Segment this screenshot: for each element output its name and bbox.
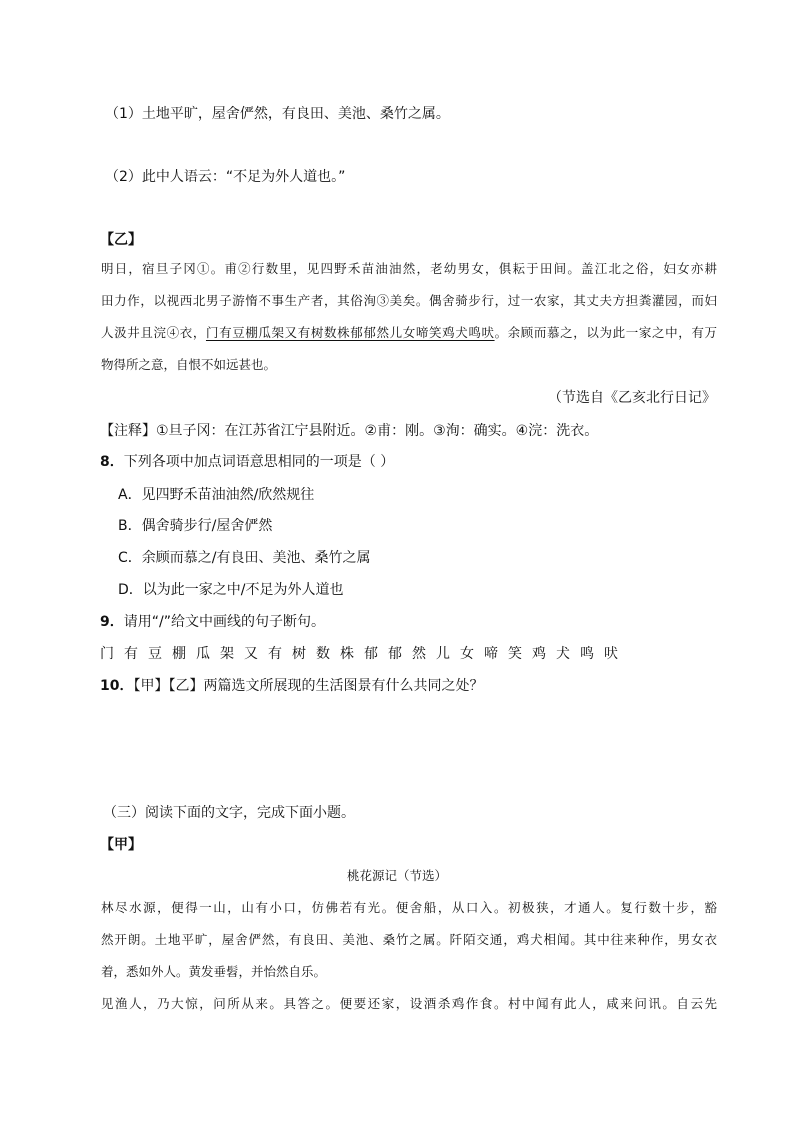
passage-line-2: 田力作，以视西北男子游惰不事生产者，其俗洵③美矣。偶舍骑步行，过一农家，其丈夫方担粪灌园，而妇 — [101, 293, 717, 308]
passage-line-3-suffix: 。余顾而慕之，以为此一家之中，有万 — [494, 325, 717, 340]
sentence-to-punctuate: 门有豆棚瓜架又有树数株郁郁然儿女啼笑鸡犬鸣吠 — [100, 646, 628, 662]
underlined-sentence: 门有豆棚瓜架又有树数株郁郁然儿女啼笑鸡犬鸣吠 — [205, 325, 495, 340]
option-a: A．见四野禾苗油油然/欣然规往 — [118, 487, 315, 503]
passage-line-1: 明日，宿旦子冈①。甫②行数里，见四野禾苗油油然，老幼男女，俱耘于田间。盖江北之俗，妇女亦耕 — [101, 261, 717, 276]
question-number: 8． — [100, 454, 124, 470]
option-b: B．偶舍骑步行/屋舍俨然 — [118, 518, 273, 534]
passage-line-3 — [101, 317, 717, 349]
passage-jia-line-3: 着，悉如外人。黄发垂髫，并怡然自乐。 — [101, 964, 327, 979]
section-heading-jia: 【甲】 — [100, 837, 142, 853]
question-10-stem — [100, 675, 483, 695]
question-item-2: （2）此中人语云：“不足为外人道也。” — [105, 169, 346, 185]
passage-line-4: 物得所之意，自恨不如远甚也。 — [101, 357, 277, 372]
option-d: D．以为此一家之中/不足为外人道也 — [118, 582, 344, 598]
section-heading-yi: 【乙】 — [100, 232, 142, 248]
annotation-notes: 【注释】①旦子冈：在江苏省江宁县附近。②甫：刚。③洵：确实。④浣：洗衣。 — [100, 423, 599, 439]
passage-title: 桃花源记（节选） — [346, 868, 447, 883]
passage-line-3-prefix: 人汲井且浣④衣， — [101, 325, 206, 340]
question-number: 10． — [100, 678, 134, 694]
source-citation: （节选自《乙亥北行日记》 — [548, 390, 716, 406]
option-c: C．余顾而慕之/有良田、美池、桑竹之属 — [118, 550, 371, 566]
passage-jia-line-1: 林尽水源，便得一山，山有小口，仿佛若有光。便舍船，从口入。初极狭，才通人。复行数十步，豁 — [101, 900, 717, 915]
question-item-1: （1）土地平旷，屋舍俨然，有良田、美池、桑竹之属。 — [105, 106, 450, 122]
question-number: 9． — [100, 614, 124, 630]
question-text: 【甲】【乙】两篇选文所展现的生活图景有什么共同之处？ — [133, 678, 484, 694]
question-9-stem — [100, 611, 325, 631]
passage-jia-line-4: 见渔人，乃大惊，问所从来。具答之。便要还家，设酒杀鸡作食。村中闻有此人，咸来问讯。自云先 — [101, 996, 717, 1011]
question-text: 下列各项中加点词语意思相同的一项是（ ） — [123, 454, 395, 470]
passage-jia-line-2: 然开朗。土地平旷，屋舍俨然，有良田、美池、桑竹之属。阡陌交通，鸡犬相闻。其中往来种作，男女衣 — [101, 932, 717, 947]
question-8-stem — [100, 451, 394, 471]
question-text: 请用“/”给文中画线的句子断句。 — [123, 614, 325, 630]
section-3-intro: （三）阅读下面的文字，完成下面小题。 — [103, 805, 355, 821]
